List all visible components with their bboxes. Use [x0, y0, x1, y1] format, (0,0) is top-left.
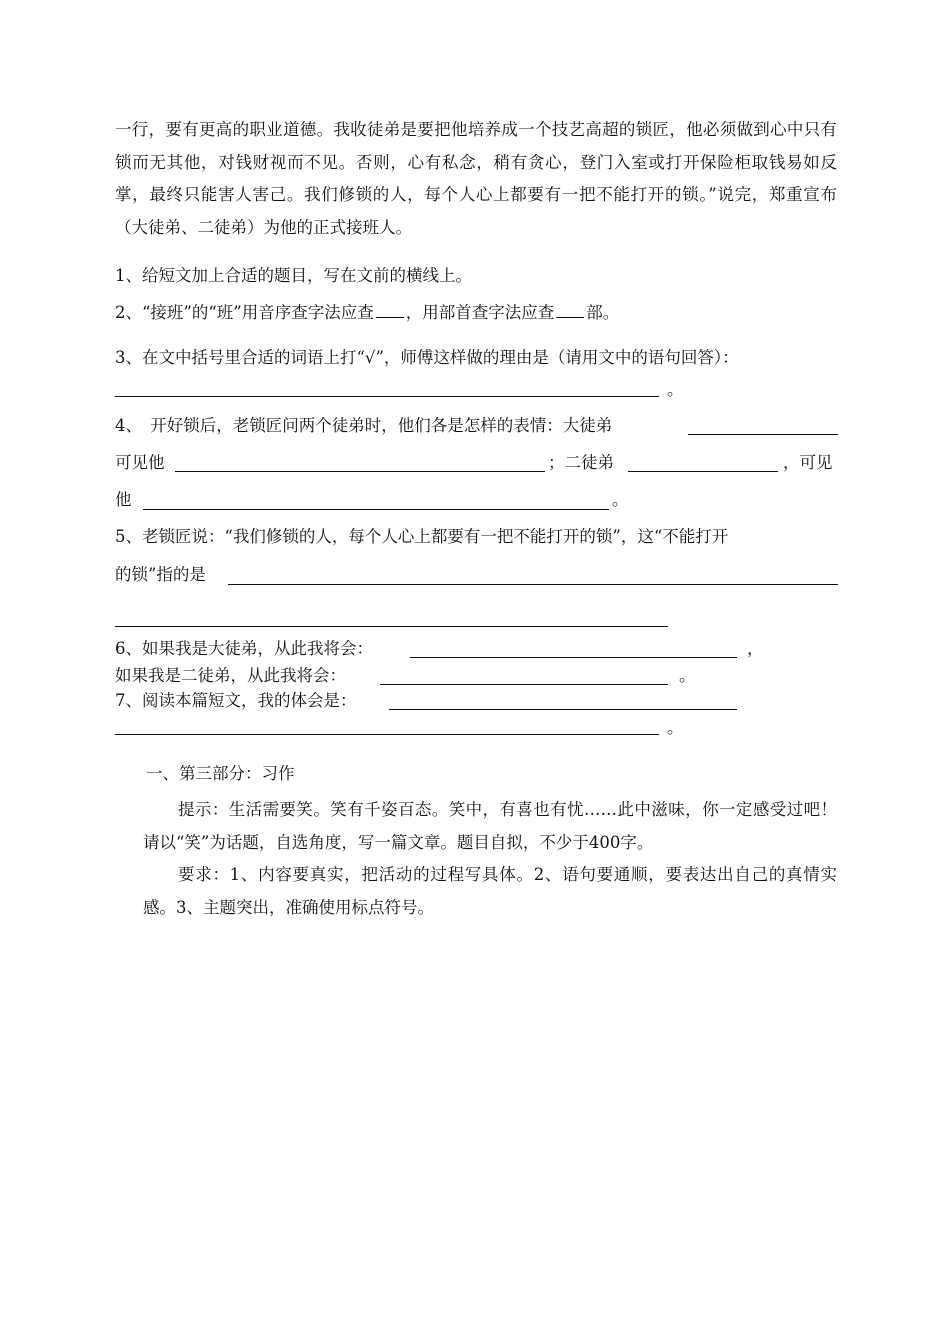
- question-5-prompt: 5、老锁匠说：“我们修锁的人，每个人心上都要有一把不能打开的锁”，这“不能打开: [115, 527, 729, 546]
- question-2: [115, 303, 619, 323]
- question-4-prompt: 4、 开好锁后，老锁匠问两个徒弟时，他们各是怎样的表情：大徒弟: [115, 416, 613, 435]
- question-7-prompt: 7、阅读本篇短文，我的体会是：: [115, 691, 357, 710]
- question-3-answer-line[interactable]: [115, 396, 659, 397]
- question-6-answer-line-2[interactable]: [380, 684, 668, 685]
- question-6-line-1: 6、如果我是大徒弟，从此我将会：: [115, 639, 373, 658]
- question-2-blank-2[interactable]: [556, 317, 584, 318]
- question-7-end: 。: [667, 718, 684, 737]
- question-6-line-2-end: 。: [679, 666, 696, 685]
- question-4-answer-line-1[interactable]: [688, 434, 838, 435]
- question-4-end: 。: [612, 490, 629, 509]
- question-2-text-c: 部。: [586, 303, 620, 322]
- section-heading: 一、第三部分：习作: [146, 764, 295, 783]
- question-4-text-c: ，可见: [783, 453, 833, 472]
- question-7-answer-line-1[interactable]: [389, 709, 737, 710]
- composition-hint: 提示：生活需要笑。笑有千姿百态。笑中，有喜也有忧……此中滋味，你一定感受过吧！请以“笑”为话题，自选角度，写一篇文章。题目自拟，不少于400字。: [143, 800, 837, 852]
- question-2-blank-1[interactable]: [376, 317, 404, 318]
- question-1: 1、给短文加上合适的题目，写在文前的横线上。: [115, 266, 472, 285]
- question-4-text-a: 可见他: [115, 453, 165, 472]
- question-3-prompt: 3、在文中括号里合适的词语上打“√”，师傅这样做的理由是（请用文中的语句回答）：: [115, 348, 739, 367]
- question-4-answer-line-4[interactable]: [143, 509, 609, 510]
- question-5-answer-line-1[interactable]: [228, 584, 838, 585]
- question-6-answer-line-1[interactable]: [410, 657, 737, 658]
- question-4-text-b: ；二徒弟: [548, 453, 614, 472]
- question-6-line-1-end: ，: [747, 639, 764, 658]
- question-4-answer-line-3[interactable]: [628, 471, 778, 472]
- question-2-text-a: 2、“接班”的“班”用音序查字法应查: [115, 303, 374, 322]
- question-6-line-2: 如果我是二徒弟，从此我将会：: [115, 666, 346, 685]
- question-3-end: 。: [667, 380, 684, 399]
- question-2-text-b: ，用部首查字法应查: [405, 303, 555, 322]
- composition-requirements: 要求：1、内容要真实，把活动的过程写具体。2、语句要通顺，要表达出自己的真情实感。3、主题突出，准确使用标点符号。: [143, 865, 837, 917]
- question-4-answer-line-2[interactable]: [175, 471, 545, 472]
- question-7-answer-line-2[interactable]: [115, 734, 659, 735]
- passage-text: 一行，要有更高的职业道德。我收徒弟是要把他培养成一个技艺高超的锁匠，他必须做到心中只有锁而无其他，对钱财视而不见。否则，心有私念，稍有贪心，登门入室或打开保险柜取钱易如反掌，最终只能害人害己。我们修锁的人，每个人心上都要有一把不能打开的锁。”说完，郑重宣布（大徒弟、二徒弟）为他的正式接班人。: [115, 120, 837, 237]
- question-5-prompt-cont: 的锁”指的是: [115, 565, 206, 584]
- question-5-answer-line-2[interactable]: [115, 626, 668, 627]
- question-4-text-d: 他: [115, 490, 132, 509]
